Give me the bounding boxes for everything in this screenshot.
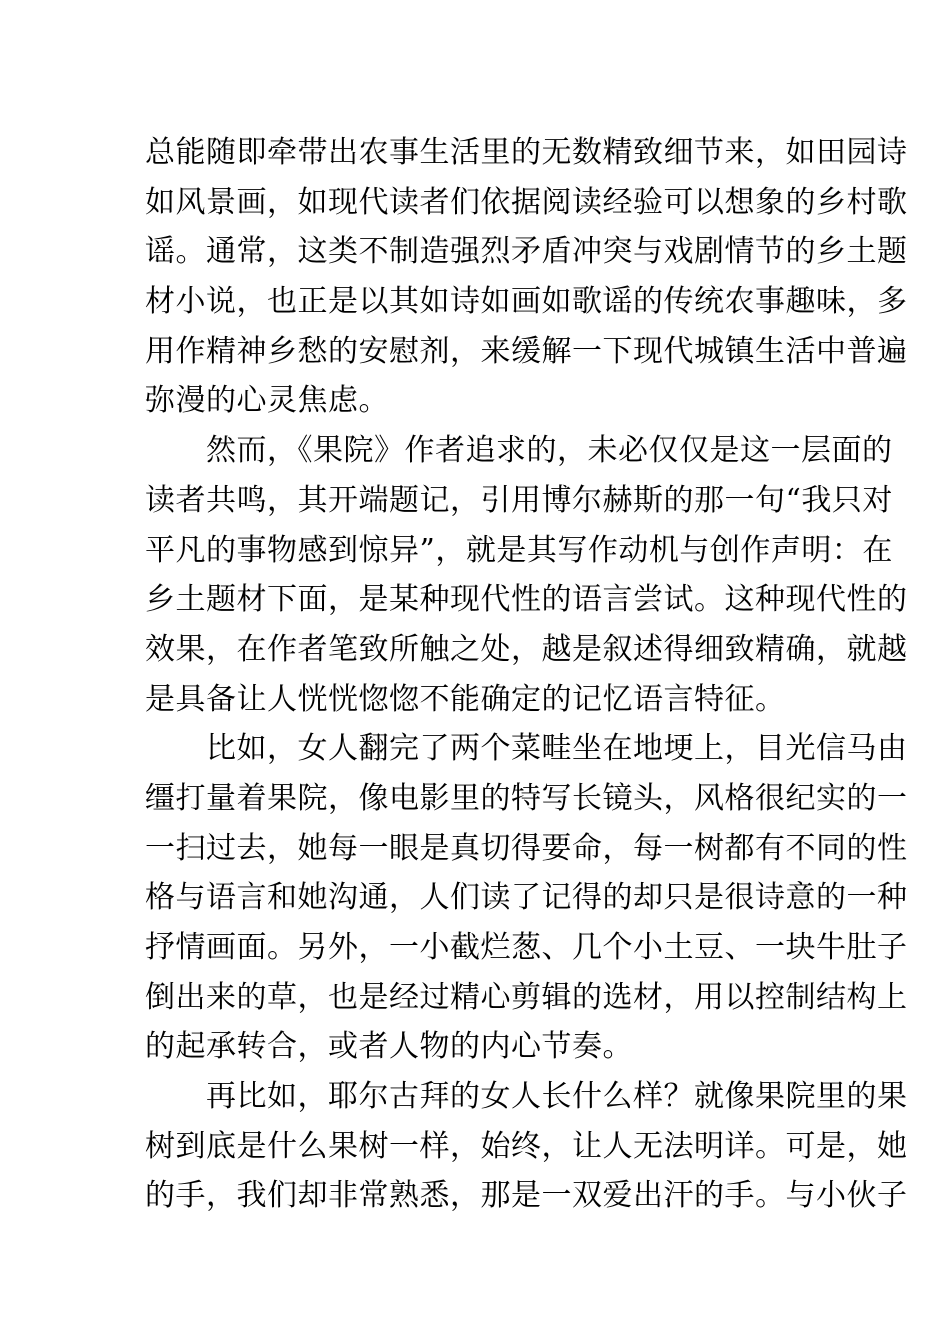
text-line: 读者共鸣，其开端题记，引用博尔赫斯的那一句“我只对 (145, 482, 893, 518)
text-line: 然而，《果院》作者追求的，未必仅仅是这一层面的 (145, 433, 893, 469)
text-line: 的手，我们却非常熟悉，那是一双爱出汗的手。与小伙子 (145, 1178, 908, 1214)
text-line: 是具备让人恍恍惚惚不能确定的记忆语言特征。 (145, 681, 786, 717)
text-line: 用作精神乡愁的安慰剂，来缓解一下现代城镇生活中普遍 (145, 333, 908, 369)
text-line: 如风景画，如现代读者们依据阅读经验可以想象的乡村歌 (145, 184, 908, 220)
text-line: 弥漫的心灵焦虑。 (145, 383, 389, 419)
text-line: 抒情画面。另外，一小截烂葱、几个小土豆、一块牛肚子 (145, 930, 908, 965)
text-line: 谣。通常，这类不制造强烈矛盾冲突与戏剧情节的乡土题 (145, 234, 908, 270)
text-line: 再比如，耶尔古拜的女人长什么样？就像果院里的果 (145, 1079, 908, 1115)
text-line: 的起承转合，或者人物的内心节奏。 (145, 1029, 633, 1065)
body-text (145, 128, 908, 1221)
text-line: 材小说，也正是以其如诗如画如歌谣的传统农事趣味，多 (145, 284, 908, 320)
text-line: 平凡的事物感到惊异”，就是其写作动机与创作声明：在 (145, 532, 893, 568)
text-line: 倒出来的草，也是经过精心剪辑的选材，用以控制结构上 (145, 979, 908, 1015)
text-line: 效果，在作者笔致所触之处，越是叙述得细致精确，就越 (145, 631, 908, 667)
text-line: 总能随即牵带出农事生活里的无数精致细节来，如田园诗 (145, 135, 908, 170)
text-line: 一扫过去，她每一眼是真切得要命，每一树都有不同的性 (145, 830, 908, 866)
text-line: 比如，女人翻完了两个菜畦坐在地埂上，目光信马由 (145, 731, 908, 767)
text-line: 缰打量着果院，像电影里的特写长镜头，风格很纪实的一 (145, 780, 908, 816)
text-line: 格与语言和她沟通，人们读了记得的却只是很诗意的一种 (145, 880, 908, 916)
text-line: 乡土题材下面，是某种现代性的语言尝试。这种现代性的 (145, 582, 908, 618)
text-line: 树到底是什么果树一样，始终，让人无法明详。可是，她 (145, 1128, 908, 1164)
